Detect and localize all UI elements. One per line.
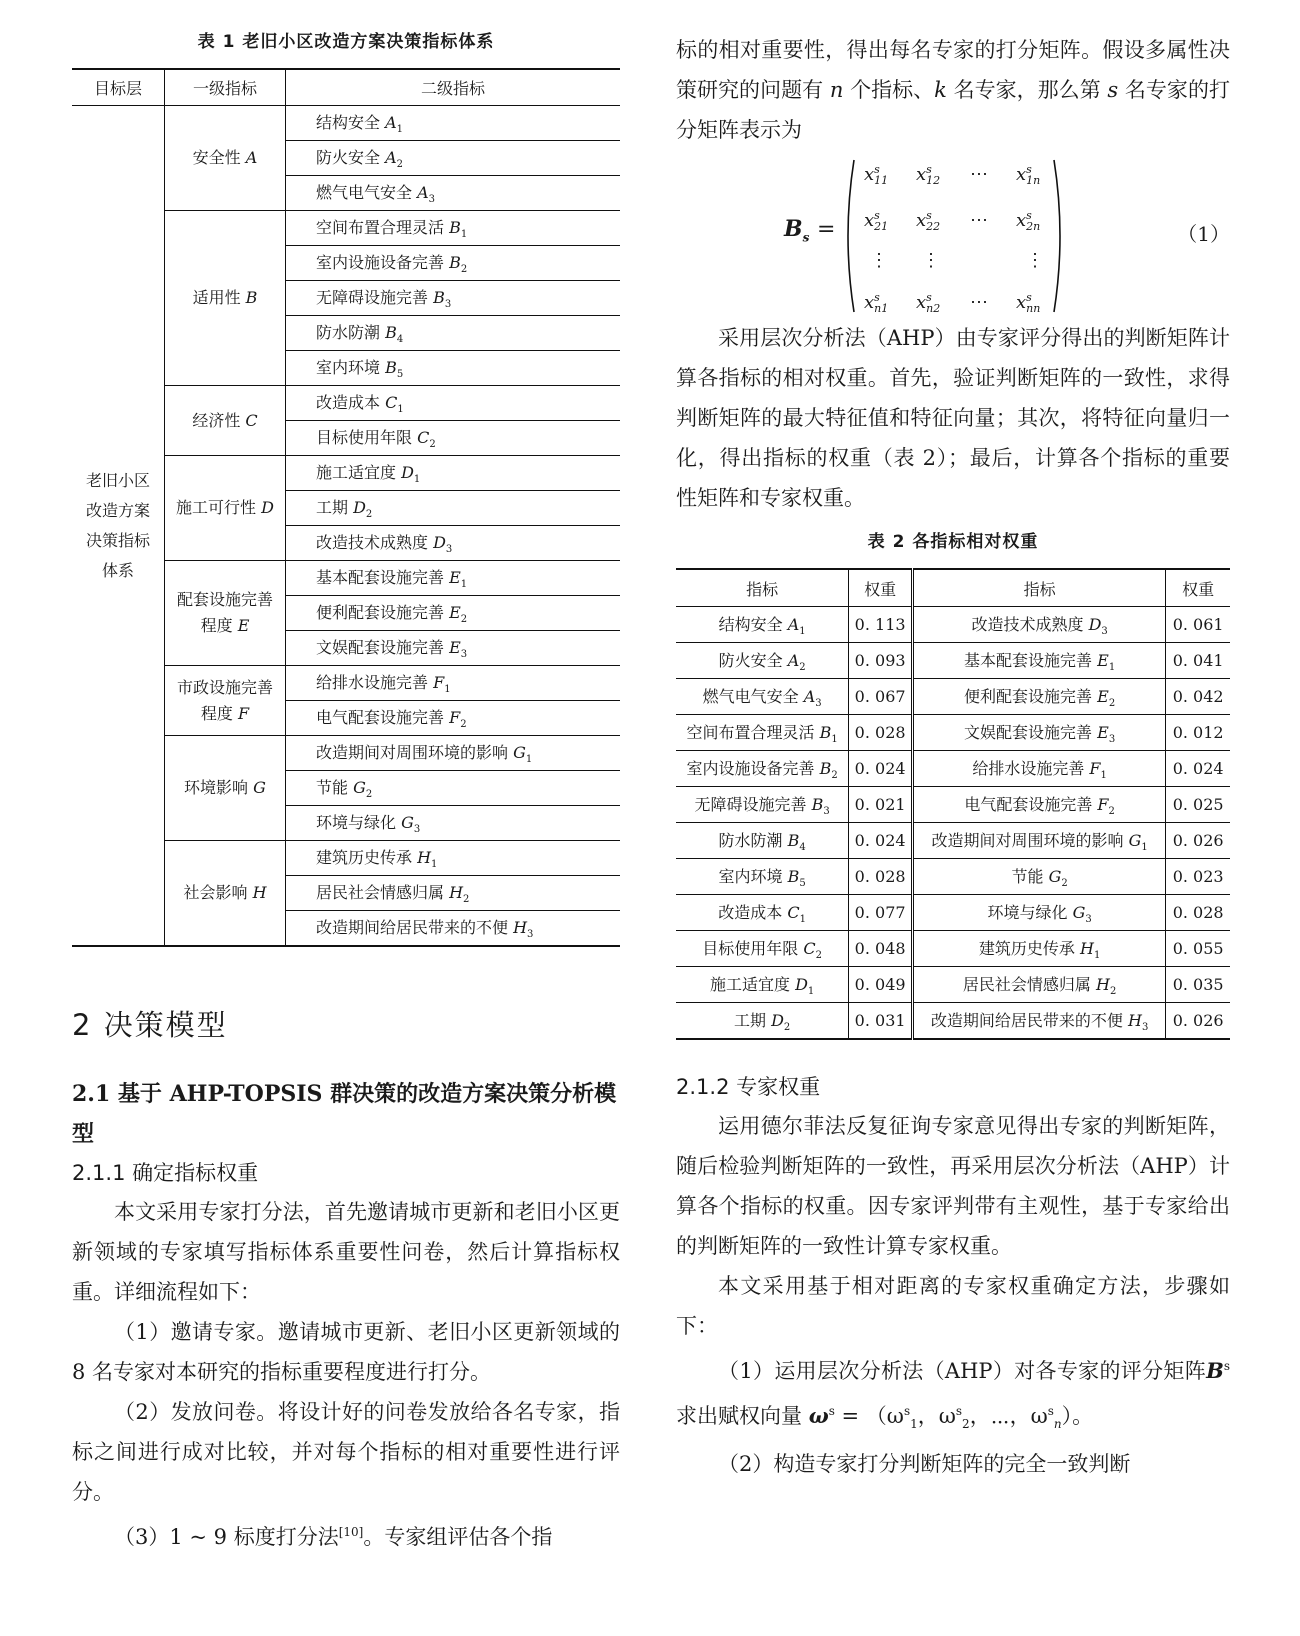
matrix-cell: x s 12 xyxy=(916,163,941,187)
table2-weight-cell: 0. 026 xyxy=(1172,1011,1224,1030)
table2-caption: 表 2 各指标相对权重 xyxy=(867,532,1039,552)
table1-level2-cell: 施工适宜度 $D_1$ xyxy=(286,456,621,491)
table2-row xyxy=(676,1003,1230,1040)
table2-weight-cell: 0. 031 xyxy=(849,1003,913,1040)
table2-weight-cell: 0. 024 xyxy=(1166,751,1230,787)
table2 xyxy=(676,568,1230,1040)
table2-index-cell: 空间布置合理灵活 $B_1$ xyxy=(676,715,849,751)
table1-caption: 表 1 老旧小区改造方案决策指标体系 xyxy=(197,32,495,52)
table2-index-cell: 室内环境 $B_5$ xyxy=(676,859,849,895)
table1-level2-cell: 基本配套设施完善 $E_1$ xyxy=(286,561,621,596)
table1-level2-cell: 文娱配套设施完善 $E_3$ xyxy=(286,631,621,666)
matrix-cell: x s 11 xyxy=(864,163,889,187)
matrix-ellipsis: ⋯ xyxy=(970,164,988,185)
table1-level2-cell: 改造成本 $C_1$ xyxy=(286,386,621,421)
paragraph: （1）邀请专家。邀请城市更新、老旧小区更新领域的 8 名专家对本研究的指标重要程度进行打分。 xyxy=(72,1320,620,1384)
table2-weight-cell: 0. 093 xyxy=(849,643,913,679)
table1-level2-cell: 结构安全 $A_1$ xyxy=(286,106,621,141)
table1-level1-cell: 适用性 B xyxy=(165,211,286,386)
table2-row xyxy=(676,643,1230,679)
table1-level2-cell: 节能 $G_2$ xyxy=(286,771,621,806)
table2-header-index: 指标 xyxy=(912,569,1165,607)
equation-1 xyxy=(676,156,1230,318)
matrix-cell: x s 1n xyxy=(1016,163,1041,187)
table1-level2-cell: 室内设施设备完善 $B_2$ xyxy=(286,246,621,281)
matrix-cell: x s 22 xyxy=(916,209,941,233)
table2-weight-cell: 0. 026 xyxy=(1166,823,1230,859)
table2-index-cell: 改造技术成熟度 $D_3$ xyxy=(912,607,1165,643)
table2-row xyxy=(676,679,1230,715)
table2-weight-cell: 0. 042 xyxy=(1166,679,1230,715)
table1-level1-cell: 经济性 C xyxy=(165,386,286,456)
table2-row xyxy=(676,715,1230,751)
table2-weight-cell: 0. 024 xyxy=(849,823,913,859)
table2-weight-cell: 0. 025 xyxy=(1166,787,1230,823)
table2-index-cell: 节能 $G_2$ xyxy=(912,859,1165,895)
paragraph: 本文采用基于相对距离的专家权重确定方法，步骤如下： xyxy=(676,1274,1230,1338)
table1-header-level2: 二级指标 xyxy=(286,69,621,106)
table2-weight-cell: 0. 067 xyxy=(849,679,913,715)
table1-row xyxy=(72,106,620,141)
matrix-cell: x s n2 xyxy=(916,291,941,315)
table2-index-cell: 无障碍设施完善 $B_3$ xyxy=(676,787,849,823)
table2-weight-cell: 0. 077 xyxy=(849,895,913,931)
paragraph: （3）1 ~ 9 标度打分法[10]。专家组评估各个指 xyxy=(114,1525,553,1549)
table1-level2-cell: 居民社会情感归属 $H_2$ xyxy=(286,876,621,911)
table1-header-goal: 目标层 xyxy=(72,69,165,106)
table1-level2-cell: 环境与绿化 $G_3$ xyxy=(286,806,621,841)
table1-level2-cell: 工期 $D_2$ xyxy=(286,491,621,526)
matrix-vertical-dots: ⋮ xyxy=(1026,250,1044,271)
table1-level2-cell: 无障碍设施完善 $B_3$ xyxy=(286,281,621,316)
table1-level1-cell: 环境影响 G xyxy=(165,736,286,841)
table2-index-cell: 施工适宜度 $D_1$ xyxy=(676,967,849,1003)
table2-weight-cell: 0. 024 xyxy=(849,751,913,787)
table2-index-cell: 防火安全 $A_2$ xyxy=(676,643,849,679)
table1-level2-cell: 建筑历史传承 $H_1$ xyxy=(286,841,621,876)
section-title: 2 决策模型 xyxy=(72,1008,228,1042)
table2-weight-cell: 0. 023 xyxy=(1166,859,1230,895)
matrix-vertical-dots: ⋮ xyxy=(870,250,888,271)
table1-level2-cell: 改造期间对周围环境的影响 $G_1$ xyxy=(286,736,621,771)
table1-level2-cell: 电气配套设施完善 $F_2$ xyxy=(286,701,621,736)
table1-level2-cell: 便利配套设施完善 $E_2$ xyxy=(286,596,621,631)
table1-level2-cell: 空间布置合理灵活 $B_1$ xyxy=(286,211,621,246)
table2-row xyxy=(676,607,1230,643)
table2-row xyxy=(676,895,1230,931)
matrix-vertical-dots: ⋮ xyxy=(922,250,940,271)
left-column xyxy=(72,30,620,1557)
table2-row xyxy=(676,859,1230,895)
table2-weight-cell: 0. 113 xyxy=(849,607,913,643)
table2-weight-cell: 0. 055 xyxy=(1166,931,1230,967)
table2-weight-cell: 0. 048 xyxy=(849,931,913,967)
table1-level2-cell: 室内环境 $B_5$ xyxy=(286,351,621,386)
paragraph: 运用德尔菲法反复征询专家意见得出专家的判断矩阵，随后检验判断矩阵的一致性，再采用层次分析法（AHP）计算各个指标的权重。因专家评判带有主观性，基于专家给出的判断矩阵的一致性计算专家权重。 xyxy=(676,1114,1230,1258)
table2-header-weight: 权重 xyxy=(849,569,913,607)
table1-level1-cell: 安全性 A xyxy=(165,106,286,211)
matrix xyxy=(840,156,1068,316)
table1 xyxy=(72,68,620,947)
table2-index-cell: 结构安全 $A_1$ xyxy=(676,607,849,643)
table2-weight-cell: 0. 012 xyxy=(1166,715,1230,751)
table1-level1-cell: 配套设施完善 程度 E xyxy=(165,561,286,666)
table2-index-cell: 文娱配套设施完善 $E_3$ xyxy=(912,715,1165,751)
table1-level2-cell: 防水防潮 $B_4$ xyxy=(286,316,621,351)
right-column xyxy=(676,30,1230,1484)
subsection-2-1-2-heading: 2.1.2 专家权重 xyxy=(676,1075,821,1099)
paragraph: （1）运用层次分析法（AHP）对各专家的评分矩阵$B^s$求出赋权向量 $\omega^s = (\omega^s_1$，$\omega^s_2$，⋯，$\omega^s_n$）。 xyxy=(676,1358,1230,1432)
table2-weight-cell: 0. 021 xyxy=(849,787,913,823)
subsection-2-1-heading: 2.1 基于 AHP-TOPSIS 群决策的改造方案决策分析模型 xyxy=(72,1081,617,1147)
table2-weight-cell: 0. 028 xyxy=(849,715,913,751)
matrix-ellipsis: ⋯ xyxy=(970,210,988,231)
paragraph: 标的相对重要性，得出每名专家的打分矩阵。假设多属性决策研究的问题有 n 个指标、k 名专家，那么第 s 名专家的打分矩阵表示为 xyxy=(676,38,1230,142)
table1-goal-cell: 老旧小区 改造方案 决策指标 体系 xyxy=(72,106,165,947)
paragraph: 采用层次分析法（AHP）由专家评分得出的判断矩阵计算各指标的相对权重。首先，验证判断矩阵的一致性，求得判断矩阵的最大特征值和特征向量；其次，将特征向量归一化，得出指标的权重（表 2）；最后，计算各个指标的重要性矩阵和专家权重。 xyxy=(676,326,1230,510)
matrix-cell: x s 2n xyxy=(1016,209,1041,233)
equation-number: （1） xyxy=(1177,222,1230,246)
table2-row xyxy=(676,787,1230,823)
table2-weight-cell: 0. 035 xyxy=(1166,967,1230,1003)
table2-index-cell: 室内设施设备完善 $B_2$ xyxy=(676,751,849,787)
matrix-cell: x s 21 xyxy=(864,209,889,233)
table1-header-level1: 一级指标 xyxy=(165,69,286,106)
table2-weight-cell: 0. 041 xyxy=(1166,643,1230,679)
matrix-cell: x s n1 xyxy=(864,291,889,315)
matrix-ellipsis: ⋯ xyxy=(970,292,988,313)
table2-weight-cell: 0. 028 xyxy=(849,859,913,895)
table2-index-cell: 基本配套设施完善 $E_1$ xyxy=(912,643,1165,679)
table2-weight-cell: 0. 028 xyxy=(1166,895,1230,931)
table1-level2-cell: 改造期间给居民带来的不便 $H_3$ xyxy=(316,918,534,941)
table2-index-cell: 工期 $D_2$ xyxy=(676,1003,849,1040)
table2-index-cell: 改造期间给居民带来的不便 $H_3$ xyxy=(912,1003,1165,1040)
table2-row xyxy=(676,823,1230,859)
table2-index-cell: 改造成本 $C_1$ xyxy=(676,895,849,931)
table2-row xyxy=(676,751,1230,787)
table1-level1-cell: 市政设施完善 程度 F xyxy=(165,666,286,736)
table2-index-cell: 改造期间对周围环境的影响 $G_1$ xyxy=(912,823,1165,859)
table1-level1-cell: 施工可行性 D xyxy=(165,456,286,561)
table1-level2-cell: 防火安全 $A_2$ xyxy=(286,141,621,176)
table1-level1-cell: 社会影响 H xyxy=(165,841,286,947)
table2-weight-cell: 0. 061 xyxy=(1166,607,1230,643)
table1-level2-cell: 燃气电气安全 $A_3$ xyxy=(286,176,621,211)
table2-header-weight: 权重 xyxy=(1166,569,1230,607)
table2-index-cell: 防水防潮 $B_4$ xyxy=(676,823,849,859)
table1-level2-cell: 目标使用年限 $C_2$ xyxy=(286,421,621,456)
table2-weight-cell: 0. 049 xyxy=(849,967,913,1003)
citation-ref: [10] xyxy=(338,1525,364,1539)
table2-index-cell: 居民社会情感归属 $H_2$ xyxy=(912,967,1165,1003)
table2-index-cell: 便利配套设施完善 $E_2$ xyxy=(912,679,1165,715)
table2-index-cell: 目标使用年限 $C_2$ xyxy=(676,931,849,967)
paragraph: （2）构造专家打分判断矩阵的完全一致判断 xyxy=(718,1452,1131,1477)
table2-index-cell: 给排水设施完善 $F_1$ xyxy=(912,751,1165,787)
paragraph: （2）发放问卷。将设计好的问卷发放给各名专家，指标之间进行成对比较，并对每个指标的相对重要性进行评分。 xyxy=(72,1400,620,1504)
table2-index-cell: 燃气电气安全 $A_3$ xyxy=(676,679,849,715)
matrix-cell: x s nn xyxy=(1016,291,1041,315)
table1-level2-cell: 改造技术成熟度 $D_3$ xyxy=(286,526,621,561)
table1-level2-cell: 给排水设施完善 $F_1$ xyxy=(286,666,621,701)
matrix-label: $B_s$ = xyxy=(784,216,836,245)
table2-index-cell: 电气配套设施完善 $F_2$ xyxy=(912,787,1165,823)
table2-row xyxy=(676,931,1230,967)
table2-index-cell: 建筑历史传承 $H_1$ xyxy=(912,931,1165,967)
subsection-2-1-1-heading: 2.1.1 确定指标权重 xyxy=(72,1161,259,1185)
table2-header-index: 指标 xyxy=(676,569,849,607)
paragraph: 本文采用专家打分法，首先邀请城市更新和老旧小区更新领域的专家填写指标体系重要性问卷，然后计算指标权重。详细流程如下： xyxy=(72,1200,620,1304)
table2-row xyxy=(676,967,1230,1003)
table2-index-cell: 环境与绿化 $G_3$ xyxy=(912,895,1165,931)
